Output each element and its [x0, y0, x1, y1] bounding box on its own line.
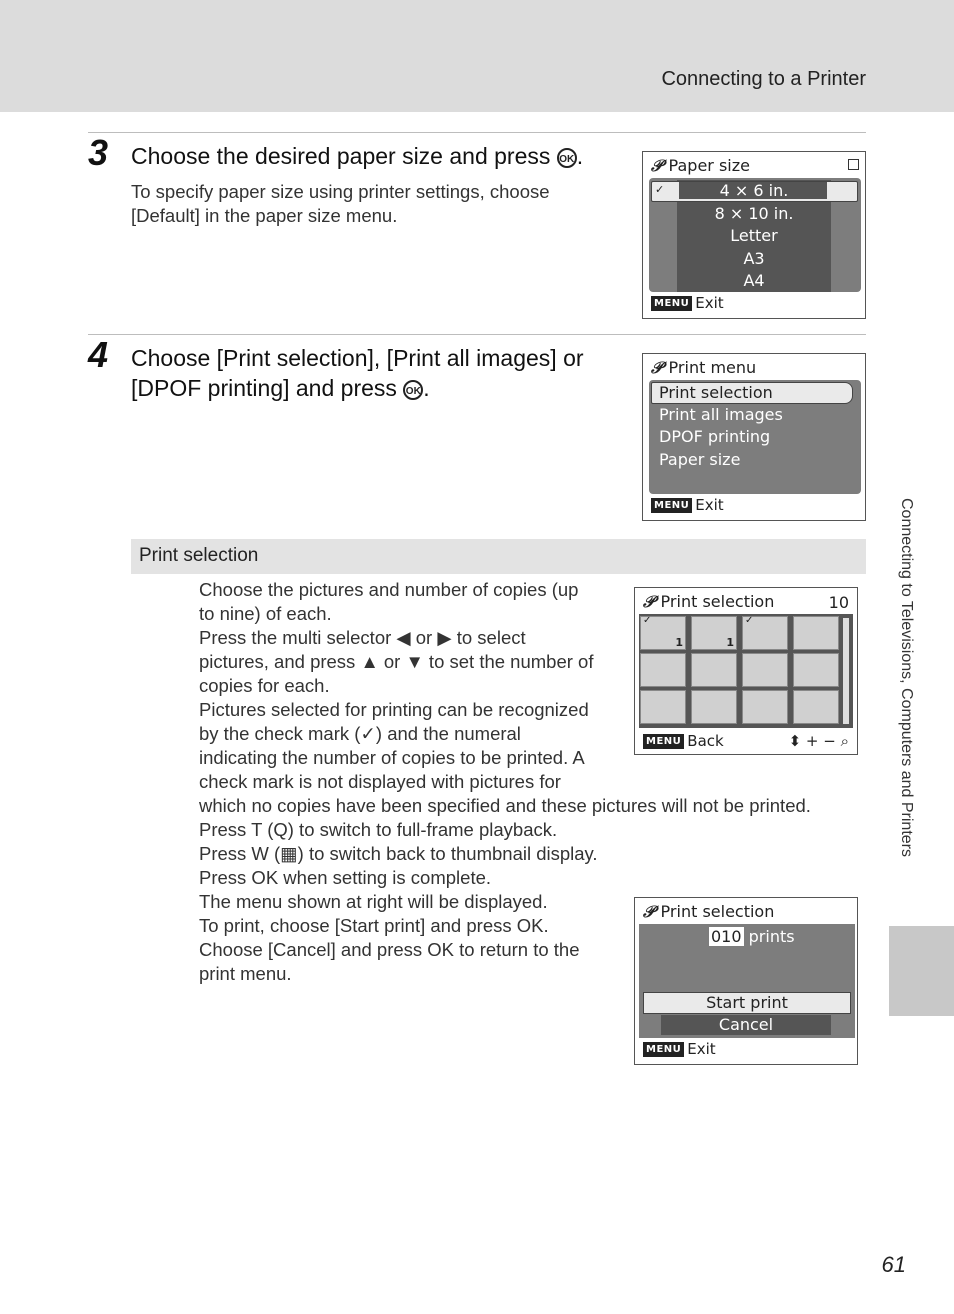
ok-icon: OK [557, 148, 577, 168]
step-title: Choose the desired paper size and press OK . [131, 143, 584, 169]
screen-title: 𝒫 Paper size [651, 156, 750, 175]
ok-icon: OK [403, 380, 423, 400]
screen-footer: MENU Exit [651, 496, 724, 514]
thumbnail[interactable]: 1 [691, 616, 737, 650]
selected-count: 10 [828, 593, 849, 612]
paper-option[interactable]: Letter [730, 226, 778, 245]
header-band [0, 0, 954, 112]
print-selection-description: Choose the pictures and number of copies (up to nine) of each. Press the multi selector ◀ or ▶ to select pictures, and press ▲ or ▼ to set the number of copies for each. Pictures selected for printing can be recognized by the check mark (✓) and the numeral indicating the number of copies to be printed. A check mark is not displayed with pictures for which no copies have been specified and these pictures will not be printed. Press T (Q) to switch to full-frame playback. Press W (▦) to switch back to thumbnail display. Press OK when setting is complete. The menu shown at right will be displayed. To print, choose [Start print] and press OK. Choose [Cancel] and press OK to return to the print menu. [199, 579, 811, 984]
thumbnail[interactable] [742, 653, 788, 687]
paper-size-screen [642, 151, 866, 319]
thumbnail[interactable] [640, 653, 686, 687]
paper-option[interactable]: A3 [743, 249, 765, 268]
screen-title: 𝒫 Print menu [651, 358, 757, 377]
thumbnail[interactable]: ✓ 1 [640, 616, 686, 650]
thumbnail[interactable] [640, 690, 686, 724]
chapter-tab [889, 926, 954, 1016]
subsection-header: Print selection [131, 539, 866, 574]
step-title: Choose [Print selection], [Print all images] or [DPOF printing] and press OK . [131, 345, 584, 401]
screen-title: 𝒫 Print selection [643, 902, 775, 921]
thumbnail[interactable] [691, 653, 737, 687]
thumbnail[interactable] [793, 616, 839, 650]
paper-option[interactable]: 8 × 10 in. [714, 204, 794, 223]
section-title: Connecting to a Printer [661, 68, 866, 90]
scrollbar[interactable] [843, 618, 849, 724]
divider [88, 334, 866, 335]
menu-button-icon: MENU [651, 498, 692, 513]
step-number: 4 [88, 334, 109, 375]
start-print-option[interactable]: Start print [643, 992, 851, 1014]
thumbnail[interactable] [742, 616, 788, 650]
menu-item[interactable]: Paper size [659, 450, 741, 469]
print-selection-screen [634, 587, 858, 755]
menu-item[interactable]: Print all images [659, 405, 783, 424]
menu-item[interactable]: DPOF printing [659, 427, 771, 446]
check-icon: ✓ [745, 615, 754, 626]
prints-count: 010 prints [711, 927, 795, 946]
menu-button-icon: MENU [643, 734, 684, 749]
screen-title: 𝒫 Print selection [643, 592, 775, 611]
menu-button-icon: MENU [651, 296, 692, 311]
print-confirm-screen [634, 897, 858, 1065]
menu-item[interactable]: Print selection [659, 383, 773, 402]
printer-icon: 𝒫 [651, 358, 663, 377]
step-number: 3 [88, 132, 109, 173]
paper-option[interactable]: 4 × 6 in. [719, 181, 789, 200]
thumbnail[interactable] [793, 690, 839, 724]
screen-footer: MENU Back [643, 732, 724, 750]
screen-footer: MENU Exit [651, 294, 724, 312]
paper-option[interactable]: A4 [743, 271, 765, 290]
screen-footer: MENU Exit [643, 1040, 716, 1058]
printer-icon: 𝒫 [643, 592, 655, 611]
printer-icon: 𝒫 [651, 156, 663, 175]
print-menu-screen [642, 353, 866, 521]
thumbnail[interactable] [742, 690, 788, 724]
battery-icon [848, 159, 859, 170]
chapter-side-label: Connecting to Televisions, Computers and Printers [898, 498, 915, 857]
thumbnail[interactable] [793, 653, 839, 687]
thumbnail[interactable] [691, 690, 737, 724]
menu-button-icon: MENU [643, 1042, 684, 1057]
step-description: To specify paper size using printer settings, choose [Default] in the paper size menu. [131, 181, 550, 226]
check-icon: ✓ [655, 183, 665, 196]
page-number: 61 [881, 1252, 906, 1277]
printer-icon: 𝒫 [643, 902, 655, 921]
navigation-icons: ⬍ + − ⌕ [788, 732, 849, 750]
divider [88, 132, 866, 133]
cancel-option[interactable]: Cancel [661, 1015, 831, 1035]
check-icon: ✓ [643, 615, 652, 626]
